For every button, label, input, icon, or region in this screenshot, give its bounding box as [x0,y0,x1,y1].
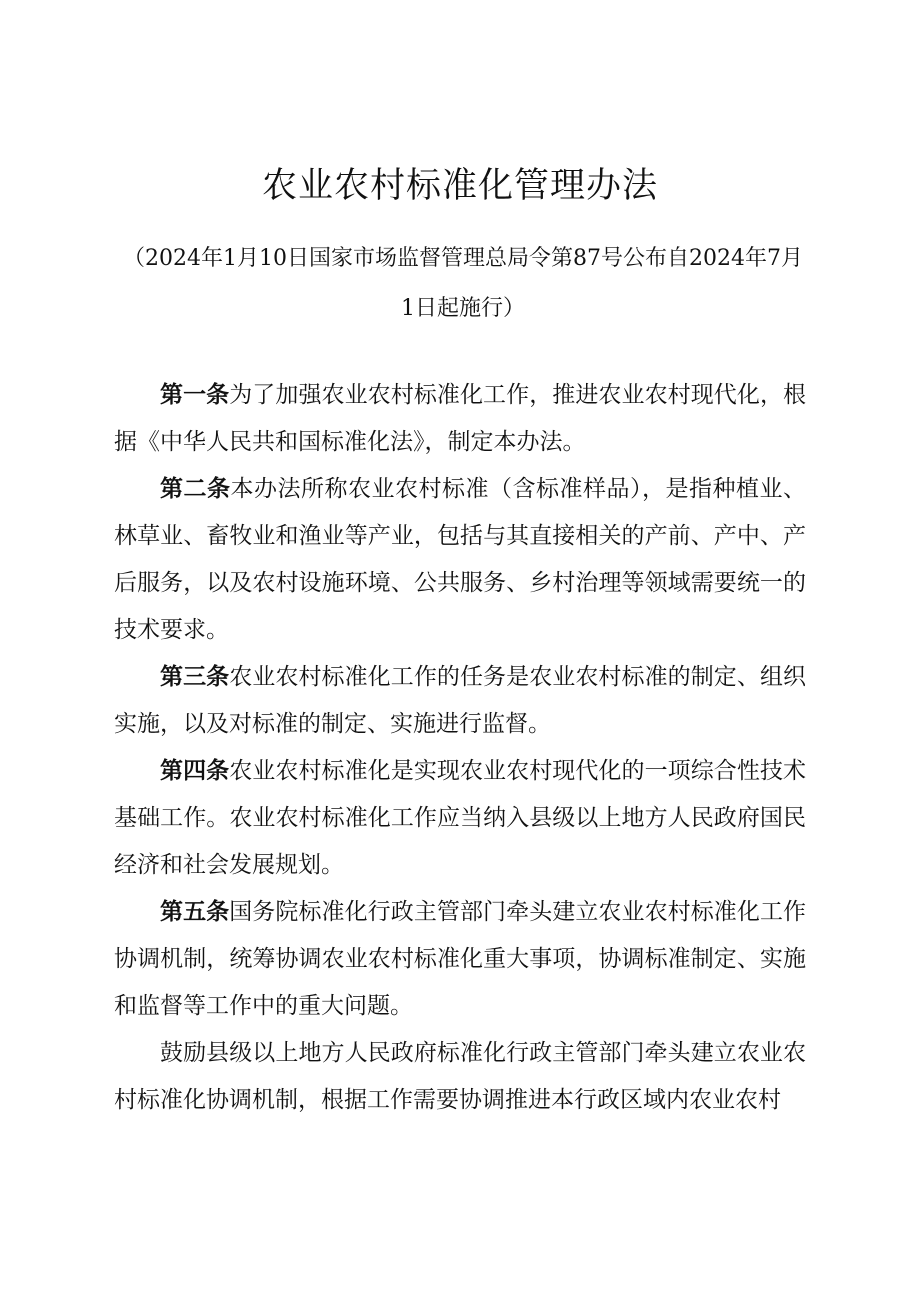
article-number: 第四条 [160,758,230,784]
document-body [114,372,806,1124]
article-number: 第一条 [160,382,230,408]
article-text: 为了加强农业农村标准化工作，推进农业农村现代化，根据《中华人民共和国标准化法》，制定本办法。 [114,382,807,455]
article-text: 国务院标准化行政主管部门牵头建立农业农村标准化工作协调机制，统筹协调农业农村标准化重大事项，协调标准制定、实施和监督等工作中的重大问题。 [114,899,807,1019]
body-paragraph [114,1030,806,1124]
article-text: 农业农村标准化是实现农业农村现代化的一项综合性技术基础工作。农业农村标准化工作应当纳入县级以上地方人民政府国民经济和社会发展规划。 [114,758,807,878]
article-paragraph [114,889,806,1030]
article-paragraph [114,372,806,466]
article-text: 农业农村标准化工作的任务是农业农村标准的制定、组织实施，以及对标准的制定、实施进行监督。 [114,664,807,737]
article-text: 本办法所称农业农村标准（含标准样品），是指种植业、林草业、畜牧业和渔业等产业，包括与其直接相关的产前、产中、产后服务，以及农村设施环境、公共服务、乡村治理等领域需要统一的技术要求。 [114,476,806,643]
article-paragraph [114,466,806,654]
article-number: 第三条 [160,664,230,690]
article-paragraph [114,748,806,889]
document-subtitle: （2024年1月10日国家市场监督管理总局令第87号公布自2024年7月1日起施行） [123,246,803,321]
article-paragraph [114,654,806,748]
article-number: 第五条 [160,899,230,925]
article-text: 鼓励县级以上地方人民政府标准化行政主管部门牵头建立农业农村标准化协调机制，根据工作需要协调推进本行政区域内农业农村 [114,1040,806,1113]
article-number: 第二条 [160,476,231,502]
document-title: 农业农村标准化管理办法 [261,166,658,206]
